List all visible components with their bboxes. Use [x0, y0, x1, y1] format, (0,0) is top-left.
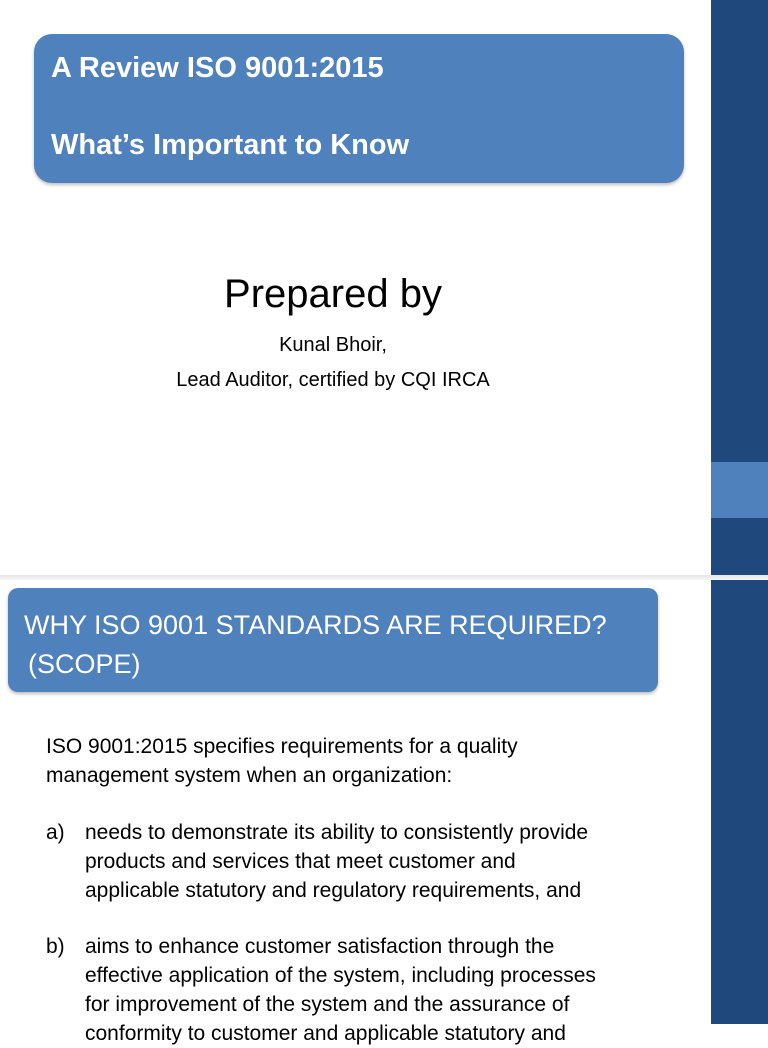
slide-1-title-box: [34, 34, 684, 183]
slide-2-title: WHY ISO 9001 STANDARDS ARE REQUIRED?: [24, 610, 607, 640]
list-item-b-line-3: for improvement of the system and the assurance of: [85, 993, 570, 1016]
intro-line-2: management system when an organization:: [46, 764, 453, 787]
list-item-a-line-2: products and services that meet customer and: [85, 850, 516, 873]
intro-line-1: ISO 9001:2015 specifies requirements for a quality: [46, 735, 518, 758]
slide-1-subtitle: What’s Important to Know: [51, 129, 410, 161]
author-name: Kunal Bhoir,: [279, 334, 387, 356]
author-credential: Lead Auditor, certified by CQI IRCA: [176, 369, 490, 391]
list-item-a-line-3: applicable statutory and regulatory requirements, and: [85, 879, 582, 902]
prepared-by-heading: Prepared by: [224, 272, 442, 316]
slide-2-side-bar: [711, 580, 768, 1024]
slide-1-title: A Review ISO 9001:2015: [51, 52, 384, 84]
list-item-a-label: a): [46, 821, 65, 844]
slide-2: [0, 580, 768, 1045]
list-item-b-line-1: aims to enhance customer satisfaction through the: [85, 935, 555, 958]
list-item-a-line-1: needs to demonstrate its ability to consistently provide: [85, 821, 589, 844]
slide-2-title-box: [8, 588, 658, 692]
list-item-b-label: b): [46, 935, 65, 958]
list-item-b-line-2: effective application of the system, including processes: [85, 964, 596, 987]
slide-1-side-accent: [711, 462, 768, 518]
slide-2-title-scope: (SCOPE): [28, 649, 141, 679]
list-item-b-line-4: conformity to customer and applicable statutory and: [85, 1022, 566, 1045]
